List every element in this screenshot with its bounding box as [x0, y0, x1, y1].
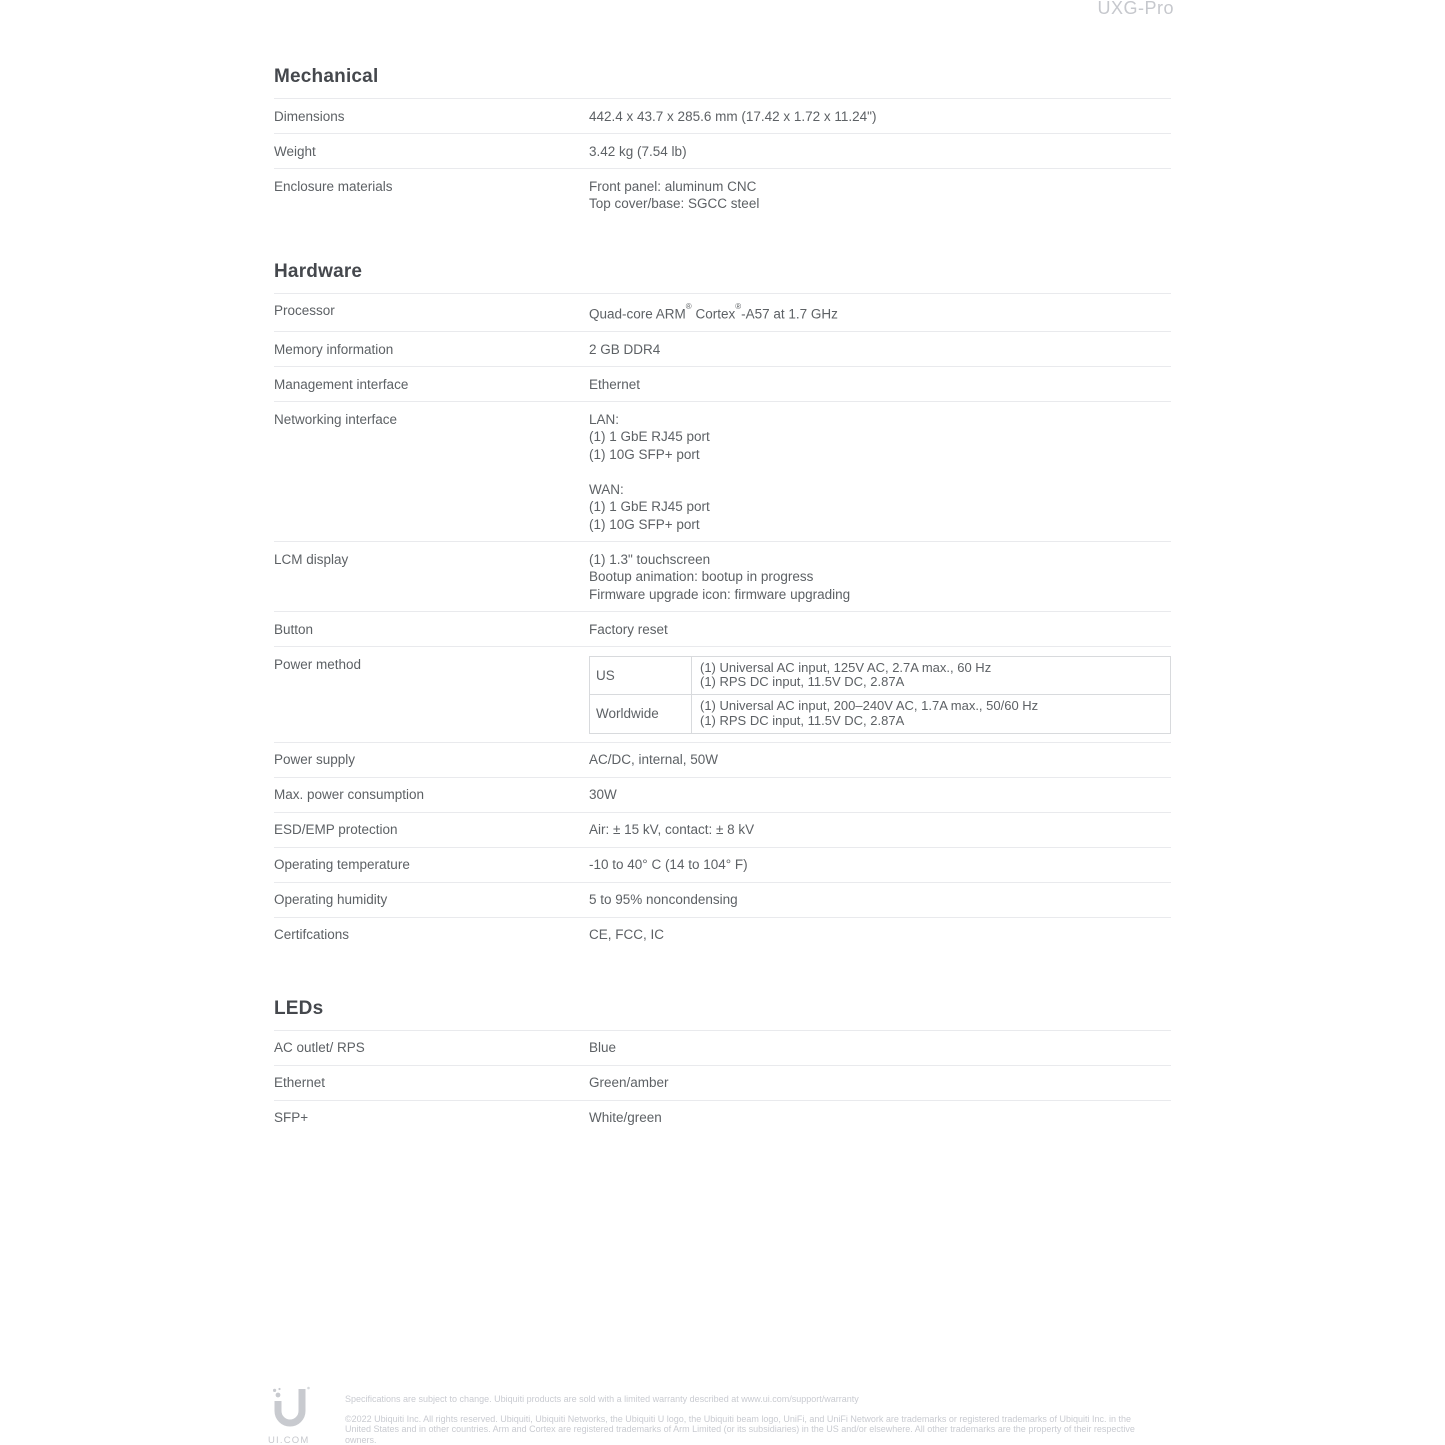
spec-row [274, 402, 1171, 542]
spec-value-line: Top cover/base: SGCC steel [589, 196, 760, 211]
power-desc-line: (1) Universal AC input, 125V AC, 2.7A max., 60 Hz [700, 659, 992, 675]
spec-row [274, 1031, 1171, 1066]
section-rows [274, 293, 1171, 952]
section-title: LEDs [274, 997, 324, 1019]
spec-value [589, 926, 1171, 944]
section-mechanical [274, 66, 1171, 221]
spec-value [589, 891, 1171, 909]
spec-value-line: 2 GB DDR4 [589, 341, 661, 357]
ui-com-label: UI.COM [268, 1435, 310, 1445]
spec-value [589, 656, 1171, 734]
spec-value-line: (1) 10G SFP+ port [589, 446, 700, 462]
spec-value-line: Air: ± 15 kV, contact: ± 8 kV [589, 822, 755, 838]
spec-value [589, 821, 1171, 839]
spec-label: Button [274, 621, 314, 637]
logo-block [268, 1386, 345, 1445]
spec-label: Certifcations [274, 927, 350, 943]
spec-value [589, 108, 1171, 126]
section-leds [274, 998, 1171, 1135]
spec-value-line: Firmware upgrade icon: firmware upgrading [589, 586, 851, 602]
spec-row [274, 1066, 1171, 1101]
footer-copyright: ©2022 Ubiquiti Inc. All rights reserved. Ubiquiti, Ubiquiti Networks, the Ubiquiti U logo, the Ubiquiti beam logo, UniFi, and UniFi Network are trademarks or registered trademarks of Ubiquiti Inc. in the United States and in other countries. Arm and Cortex are registered trademarks of Arm Limited (or its subsidiaries) in the US and/or elsewhere. All other trademarks are the property of their respective owners. [345, 1413, 1135, 1445]
spec-label: Processor [274, 303, 335, 318]
power-region-cell: US [590, 657, 692, 695]
power-desc-cell [692, 657, 1170, 695]
section-title: Hardware [274, 260, 363, 282]
spec-label: Operating humidity [274, 892, 388, 908]
spec-label: Memory information [274, 341, 394, 357]
spec-value [589, 376, 1171, 394]
spec-label: Dimensions [274, 108, 345, 124]
section-title: Mechanical [274, 66, 379, 87]
spec-label: Management interface [274, 376, 409, 392]
spec-value [589, 143, 1171, 161]
spec-value-line: CE, FCC, IC [589, 927, 665, 943]
spec-value [589, 1109, 1171, 1127]
spec-value-line: -10 to 40° C (14 to 104° F) [589, 857, 748, 873]
spec-label: AC outlet/ RPS [274, 1040, 365, 1056]
power-method-row [590, 694, 1170, 733]
spec-value-line: 442.4 x 43.7 x 285.6 mm (17.42 x 1.72 x 11.24") [589, 108, 877, 124]
spec-row [274, 169, 1171, 221]
spec-value-line: 30W [589, 787, 617, 803]
spec-row [274, 294, 1171, 333]
spec-value-line: Blue [589, 1040, 617, 1056]
spec-row [274, 1101, 1171, 1135]
spec-label: Operating temperature [274, 857, 410, 873]
spec-row [274, 542, 1171, 612]
spec-value-line: (1) 1 GbE RJ45 port [589, 499, 710, 514]
spec-row [274, 99, 1171, 134]
spec-value-line: WAN: [589, 481, 624, 497]
spec-value-line: Ethernet [589, 376, 641, 392]
spec-label: Max. power consumption [274, 787, 425, 803]
spec-row [274, 813, 1171, 848]
power-desc-line: (1) Universal AC input, 200–240V AC, 1.7A max., 50/60 Hz [700, 698, 1039, 714]
spec-label: Networking interface [274, 411, 398, 427]
spec-value [589, 411, 1171, 534]
spec-value-line: Green/amber [589, 1075, 669, 1091]
spec-row [274, 332, 1171, 367]
spec-value-line: Factory reset [589, 621, 668, 637]
power-method-row [590, 657, 1170, 695]
spec-row [274, 743, 1171, 778]
section-hardware [274, 261, 1171, 952]
footer [268, 1386, 1148, 1445]
spec-label: LCM display [274, 551, 349, 567]
spec-value-line: (1) 10G SFP+ port [589, 516, 700, 532]
spec-value-line: Front panel: aluminum CNC [589, 178, 757, 194]
spec-value [589, 751, 1171, 769]
spec-label: ESD/EMP protection [274, 822, 398, 838]
spec-value-line: 3.42 kg (7.54 lb) [589, 143, 687, 159]
power-desc-line: (1) RPS DC input, 11.5V DC, 2.87A [700, 712, 905, 728]
spec-value-line: White/green [589, 1110, 662, 1126]
spec-value [589, 856, 1171, 874]
spec-value [589, 1039, 1171, 1057]
spec-value-line: (1) 1 GbE RJ45 port [589, 429, 710, 444]
power-region-cell: Worldwide [590, 695, 692, 733]
spec-value-line: LAN: [589, 411, 620, 427]
section-rows [274, 1030, 1171, 1135]
footer-text [345, 1386, 1140, 1445]
spec-value [589, 341, 1171, 359]
spec-value-line: AC/DC, internal, 50W [589, 752, 719, 768]
spec-label: SFP+ [274, 1110, 309, 1126]
spec-label: Power method [274, 656, 362, 672]
spec-value [589, 302, 1171, 323]
spec-value-line: Bootup animation: bootup in progress [589, 569, 814, 584]
spec-row [274, 918, 1171, 952]
spec-value [589, 621, 1171, 639]
power-desc-cell [692, 695, 1170, 733]
spec-row [274, 367, 1171, 402]
product-title: UXG-Pro [1097, 0, 1174, 18]
spec-value-line: (1) 1.3" touchscreen [589, 551, 711, 567]
spec-label: Power supply [274, 752, 356, 768]
spec-label: Weight [274, 143, 316, 159]
spec-value [589, 551, 1171, 604]
spec-row [274, 134, 1171, 169]
spec-row [274, 647, 1171, 743]
power-method-table [589, 656, 1171, 734]
spec-value-line: 5 to 95% noncondensing [589, 892, 738, 908]
section-rows [274, 98, 1171, 221]
spec-row [274, 778, 1171, 813]
spec-row [274, 883, 1171, 918]
spec-label: Enclosure materials [274, 178, 393, 194]
footer-disclaimer: Specifications are subject to change. Ubiquiti products are sold with a limited warranty described at www.ui.com/support/warranty [345, 1394, 859, 1404]
spec-value-line [589, 463, 1171, 481]
spec-row [274, 848, 1171, 883]
power-desc-line: (1) RPS DC input, 11.5V DC, 2.87A [700, 674, 905, 690]
ubiquiti-u-logo-icon [268, 1415, 312, 1432]
spec-label: Ethernet [274, 1075, 326, 1091]
spec-value [589, 786, 1171, 804]
spec-row [274, 612, 1171, 647]
spec-value [589, 178, 1171, 213]
spec-value-line: Quad-core ARM® Cortex®-A57 at 1.7 GHz [589, 302, 838, 322]
spec-content [274, 0, 1171, 1135]
spec-value [589, 1074, 1171, 1092]
